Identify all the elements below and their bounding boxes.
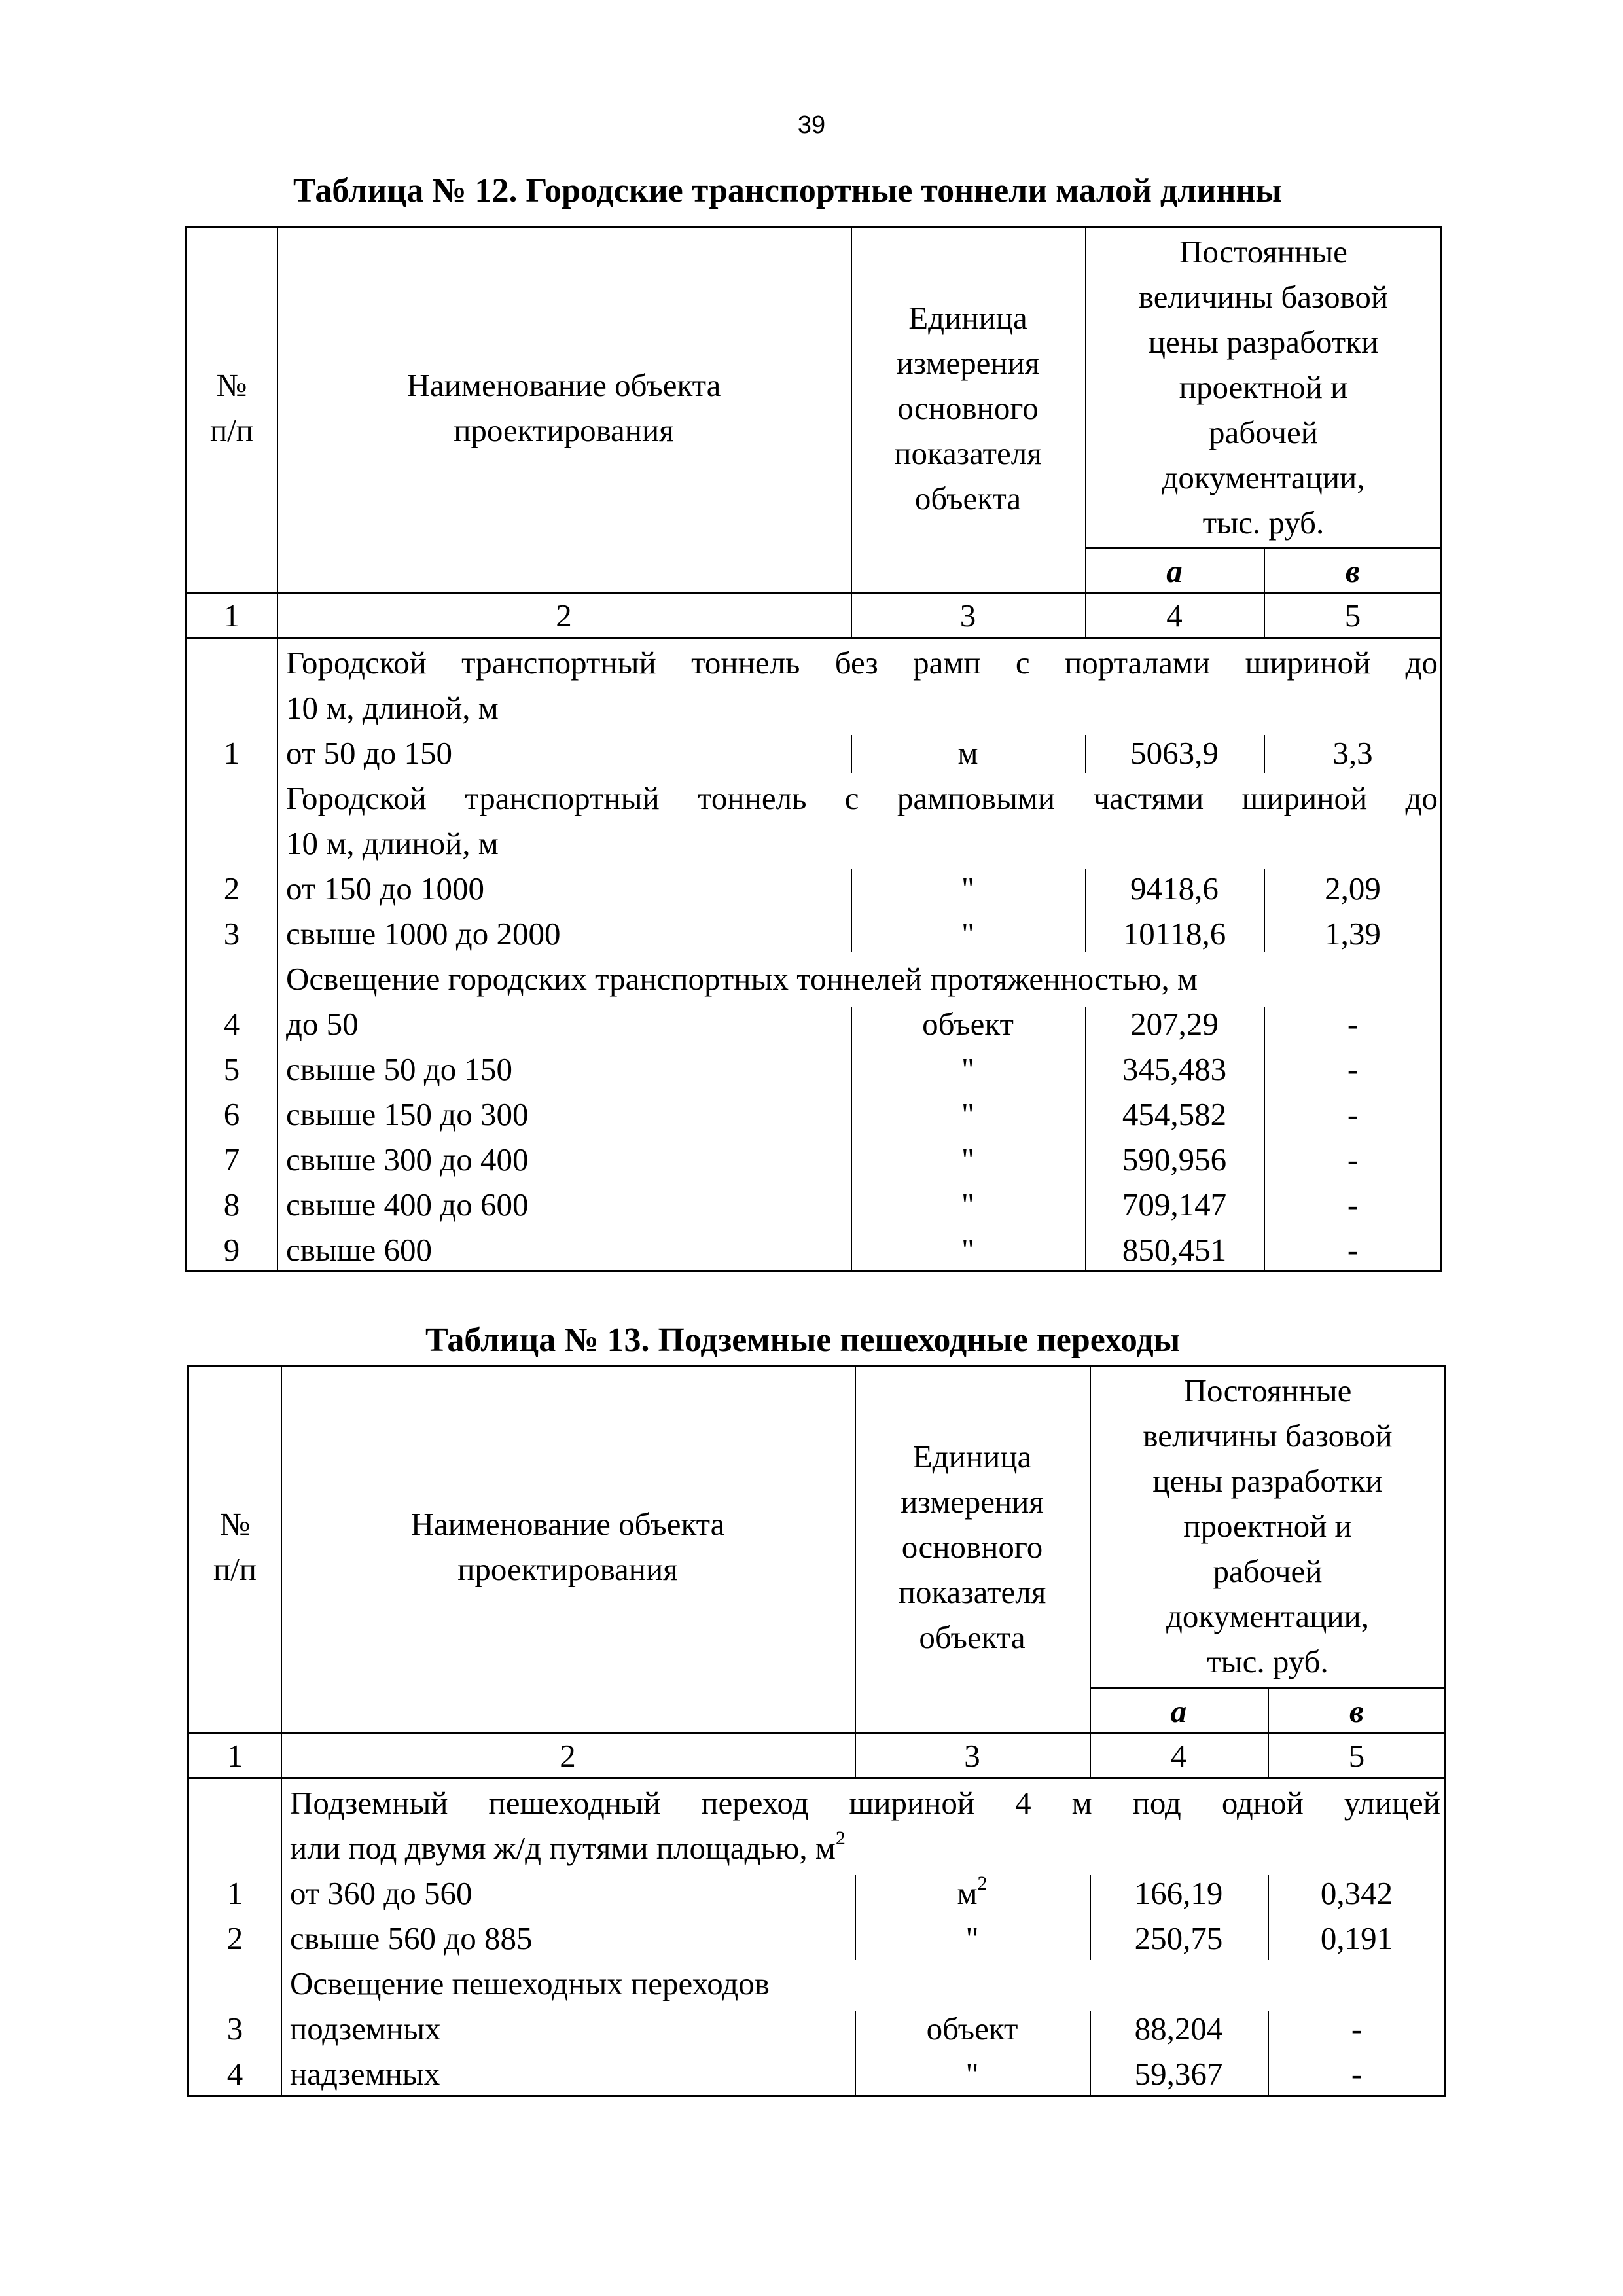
header-line: проектной и [1179, 369, 1348, 405]
header-line: измерения [896, 345, 1040, 381]
row-value-b: - [1347, 1232, 1359, 1268]
row-number: 3 [226, 2011, 243, 2047]
row-unit [855, 1871, 1090, 1916]
header-sub-a: а [1166, 553, 1183, 589]
row-number: 2 [226, 1920, 243, 1956]
header-unit [855, 1434, 1090, 1660]
row-number: 1 [226, 1875, 243, 1911]
row-unit: " [961, 870, 974, 906]
row-value-a: 850,451 [1122, 1232, 1227, 1268]
header-line: цены разработки [1148, 324, 1379, 360]
row-number: 7 [223, 1141, 240, 1177]
row-value-b: - [1347, 1051, 1359, 1087]
header-number [189, 1501, 281, 1592]
header-line: Постоянные [1179, 234, 1347, 270]
row-name: от 150 до 1000 [286, 870, 484, 906]
row-name: свыше 600 [286, 1232, 433, 1268]
group-line: 10 м, длиной, м [286, 690, 499, 726]
header-line: измерения [901, 1484, 1044, 1520]
header-line: величины базовой [1138, 279, 1389, 315]
row-name: надземных [290, 2056, 440, 2092]
row-name: от 360 до 560 [290, 1875, 473, 1911]
group-heading [286, 640, 1438, 730]
header-line: проектной и [1183, 1508, 1352, 1544]
row-number: 3 [223, 916, 240, 952]
header-line: тыс. руб. [1207, 1643, 1329, 1679]
row-number: 5 [223, 1051, 240, 1087]
row-value-b: - [1347, 1141, 1359, 1177]
group-line-text: или под двумя ж/д путями площадью, м [290, 1830, 836, 1866]
row-value-a: 590,956 [1122, 1141, 1227, 1177]
row-name: свыше 50 до 150 [286, 1051, 512, 1087]
row-name: свыше 300 до 400 [286, 1141, 529, 1177]
row-number: 4 [223, 1006, 240, 1042]
header-unit [851, 295, 1085, 521]
col-number: 1 [223, 598, 240, 634]
row-value-a: 345,483 [1122, 1051, 1227, 1087]
row-value-a: 88,204 [1134, 2011, 1223, 2047]
header-name [281, 1501, 855, 1592]
header-sub-b: в [1349, 1693, 1364, 1729]
header-line: Единица [908, 300, 1027, 336]
header-name [277, 363, 851, 453]
row-name: от 50 до 150 [286, 735, 452, 771]
row-number: 1 [223, 735, 240, 771]
row-value-a: 59,367 [1134, 2056, 1223, 2092]
row-name: до 50 [286, 1006, 359, 1042]
col-number: 2 [560, 1738, 576, 1774]
header-line: проектирования [457, 1551, 678, 1587]
header-sub-a: а [1170, 1693, 1187, 1729]
row-value-b: - [1347, 1006, 1359, 1042]
group-line: Освещение городских транспортных тоннелей протяженностью, м [286, 961, 1198, 997]
col-number: 4 [1166, 598, 1183, 634]
row-value-a: 250,75 [1134, 1920, 1223, 1956]
header-line: № [219, 1506, 251, 1542]
row-value-b: - [1351, 2011, 1363, 2047]
page-number: 39 [797, 111, 826, 139]
row-value-a: 10118,6 [1122, 916, 1226, 952]
row-number: 2 [223, 870, 240, 906]
row-name: свыше 150 до 300 [286, 1096, 529, 1132]
header-line: документации, [1166, 1598, 1370, 1634]
superscript: 2 [977, 1873, 988, 1894]
header-price [1085, 229, 1442, 545]
row-unit: " [961, 1141, 974, 1177]
col-number: 2 [556, 598, 572, 634]
header-line: Наименование объекта [406, 367, 721, 403]
row-value-a: 709,147 [1122, 1187, 1227, 1223]
unit-text: м [957, 1875, 978, 1911]
row-unit: " [965, 2056, 979, 2092]
group-line: Освещение пешеходных переходов [290, 1965, 770, 2001]
row-value-b: - [1347, 1187, 1359, 1223]
header-line: рабочей [1208, 414, 1319, 450]
row-name: свыше 560 до 885 [290, 1920, 533, 1956]
col-number: 5 [1344, 598, 1361, 634]
row-number: 6 [223, 1096, 240, 1132]
col-number: 5 [1348, 1738, 1365, 1774]
row-value-a: 9418,6 [1130, 870, 1219, 906]
header-line: величины базовой [1143, 1418, 1393, 1454]
header-line: объекта [919, 1619, 1026, 1655]
row-name: свыше 1000 до 2000 [286, 916, 561, 952]
header-line: Единица [912, 1439, 1032, 1475]
row-unit: объект [926, 2011, 1018, 2047]
header-line: показателя [898, 1574, 1046, 1610]
group-line [290, 1825, 1440, 1871]
row-unit: " [965, 1920, 979, 1956]
group-line: Подземный пешеходный переход шириной 4 м под одной улицей [290, 1785, 1440, 1821]
group-heading [286, 956, 1438, 1001]
group-heading [290, 1961, 944, 2006]
row-value-a: 207,29 [1130, 1006, 1219, 1042]
header-line: п/п [209, 412, 254, 448]
row-unit: " [961, 1187, 974, 1223]
row-value-b: 0,191 [1320, 1920, 1393, 1956]
header-line: документации, [1162, 459, 1365, 495]
header-line: № [216, 367, 247, 403]
row-value-a: 166,19 [1134, 1875, 1223, 1911]
row-value-a: 454,582 [1122, 1096, 1227, 1132]
row-unit: " [961, 916, 974, 952]
col-number: 3 [959, 598, 976, 634]
group-heading [286, 776, 1438, 866]
table12-title: Таблица № 12. Городские транспортные тоннели малой длинны [293, 172, 1282, 209]
header-line: п/п [213, 1551, 257, 1587]
row-number: 8 [223, 1187, 240, 1223]
superscript: 2 [835, 1827, 846, 1849]
header-line: Наименование объекта [410, 1506, 725, 1542]
col-number: 4 [1170, 1738, 1187, 1774]
table13-title: Таблица № 13. Подземные пешеходные переходы [425, 1321, 1181, 1359]
table13 [187, 1365, 1446, 2097]
row-unit: " [961, 1051, 974, 1087]
header-sub-b: в [1346, 553, 1360, 589]
group-heading [290, 1780, 1440, 1871]
row-value-b: - [1351, 2056, 1363, 2092]
header-line: цены разработки [1152, 1463, 1383, 1499]
row-name: подземных [290, 2011, 441, 2047]
header-line: рабочей [1213, 1553, 1323, 1589]
row-number: 4 [226, 2056, 243, 2092]
header-line: показателя [894, 435, 1042, 471]
header-line: проектирования [454, 412, 674, 448]
header-line: основного [897, 390, 1039, 426]
row-value-a: 5063,9 [1130, 735, 1219, 771]
col-number: 1 [226, 1738, 243, 1774]
row-unit: " [961, 1096, 974, 1132]
header-price [1090, 1368, 1446, 1684]
row-value-b: 3,3 [1332, 735, 1373, 771]
row-name: свыше 400 до 600 [286, 1187, 529, 1223]
row-value-b: 1,39 [1325, 916, 1381, 952]
row-unit: м [957, 735, 978, 771]
row-number: 9 [223, 1232, 240, 1268]
col-number: 3 [964, 1738, 980, 1774]
group-line: 10 м, длиной, м [286, 825, 499, 861]
header-line: основного [901, 1529, 1043, 1565]
group-line: Городской транспортный тоннель без рамп с порталами шириной до [286, 645, 1438, 681]
row-unit: объект [922, 1006, 1014, 1042]
group-line: Городской транспортный тоннель с рамповыми частями шириной до [286, 780, 1438, 816]
row-unit: " [961, 1232, 974, 1268]
row-value-b: 2,09 [1325, 870, 1381, 906]
header-line: Постоянные [1183, 1372, 1352, 1408]
table12 [185, 226, 1442, 1272]
header-line: тыс. руб. [1202, 505, 1325, 541]
row-value-b: - [1347, 1096, 1359, 1132]
header-number [187, 363, 277, 453]
header-line: объекта [914, 480, 1022, 516]
row-value-b: 0,342 [1320, 1875, 1393, 1911]
